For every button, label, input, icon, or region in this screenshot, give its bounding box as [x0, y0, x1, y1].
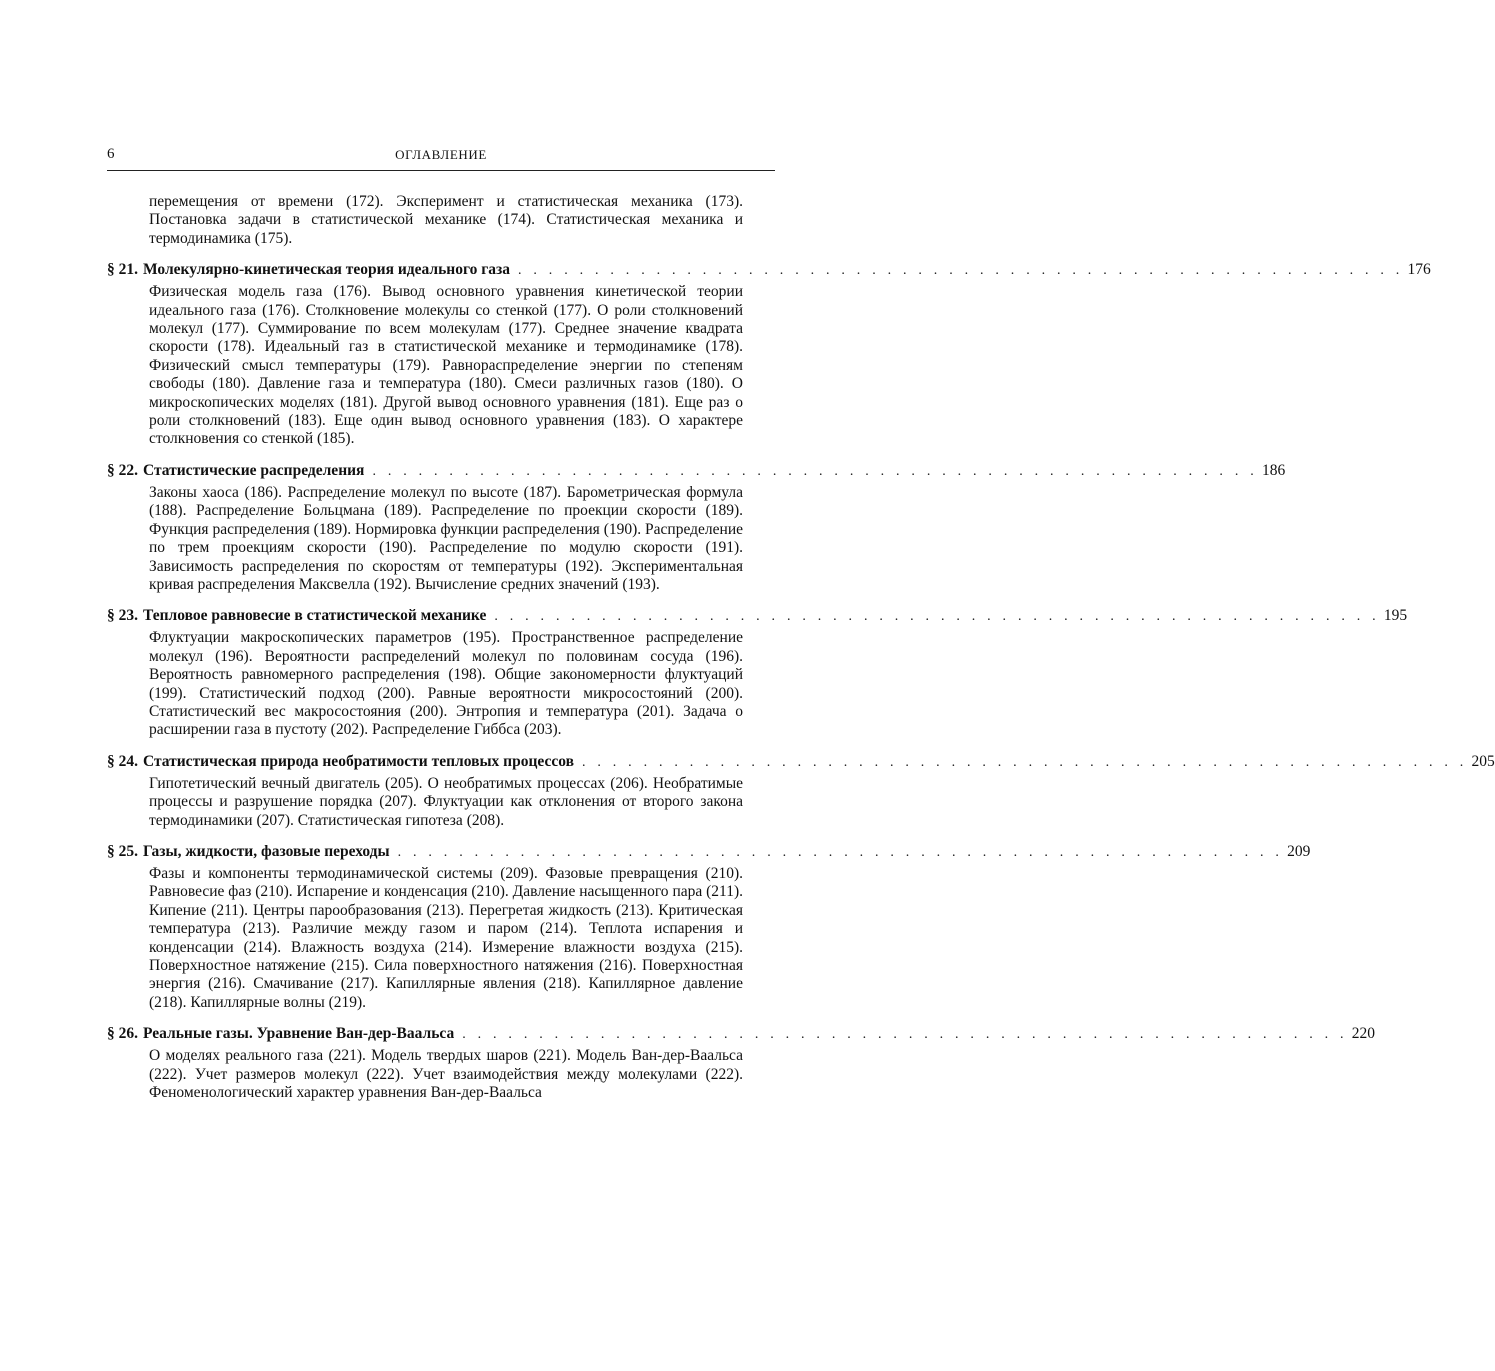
toc-entry-header[interactable] — [107, 842, 1311, 862]
toc-section-22 — [107, 461, 1286, 594]
toc-section-24 — [107, 752, 1495, 830]
section-page: 209 — [1287, 842, 1311, 860]
section-title: Статистические распределения — [143, 461, 365, 479]
section-description: Физическая модель газа (176). Вывод основного уравнения кинетической теории идеального газа (176). Столкновение молекулы со стенкой (177). О роли столкновений молекул (177). Суммирование по всем молекулам (177). Среднее значение квадрата скорости (178). Идеальный газ в статистической механике и термодинамике (178). Физический смысл температуры (179). Равнораспределение энергии по степеням свободы (180). Давление газа и температура (180). Смеси различных газов (180). О микроскопических моделях (181). Другой вывод основного уравнения (181). Еще раз о роли столкновений (183). Еще один вывод основного уравнения (183). О характере столкновения со стенкой (185). — [149, 283, 743, 448]
dot-leader: . . . . . . . . . . . . . . . . . . . . . . . . . . . . . . . . . . . . . . . . . . . . . . . . . . . . . . . . . . — [397, 844, 1284, 860]
toc-section-26 — [107, 1024, 1375, 1102]
continuation-text: перемещения от времени (172). Эксперимент и статистическая механика (173). Постановка задачи в статистической механике (174). Статистическая механика и термодинамика (175). — [149, 193, 743, 247]
dot-leader: . . . . . . . . . . . . . . . . . . . . . . . . . . . . . . . . . . . . . . . . . . . . . . . . . . . . . . . . . . — [372, 463, 1258, 479]
section-number: § 21. — [107, 261, 138, 279]
dot-leader: . . . . . . . . . . . . . . . . . . . . . . . . . . . . . . . . . . . . . . . . . . . . . . . . . . . . . . . . . . — [581, 754, 1468, 770]
section-page: 176 — [1407, 261, 1431, 279]
section-number: § 22. — [107, 461, 138, 479]
section-description: Флуктуации макроскопических параметров (195). Пространственное распределение молекул (196). Вероятности распределений молекул по половинам сосуда (196). Вероятность равномерного распределения (198). Общие закономерности флуктуаций (199). Статистический подход (200). Равные вероятности микросостояний (200). Статистический вес макросостояния (200). Энтропия и температура (201). Задача о расширении газа в пустоту (202). Распределение Гиббса (203). — [149, 629, 743, 739]
section-page: 186 — [1261, 461, 1286, 479]
section-page: 220 — [1351, 1025, 1375, 1043]
section-number: § 26. — [107, 1025, 138, 1043]
dot-leader: . . . . . . . . . . . . . . . . . . . . . . . . . . . . . . . . . . . . . . . . . . . . . . . . . . . . . . . . . . — [518, 263, 1404, 279]
running-title: ОГЛАВЛЕНИЕ — [395, 147, 487, 162]
toc-entry-header[interactable] — [107, 1024, 1375, 1044]
section-title: Статистическая природа необратимости тепловых процессов — [143, 752, 574, 770]
section-title: Молекулярно-кинетическая теория идеального газа — [143, 261, 510, 279]
toc-entry-header[interactable] — [107, 260, 1431, 280]
page-number: 6 — [107, 146, 115, 162]
section-description: Гипотетический вечный двигатель (205). О необратимых процессах (206). Необратимые процессы и разрушение порядка (207). Флуктуации как отклонения от второго закона термодинамики (207). Статистическая гипотеза (208). — [149, 774, 743, 829]
section-description: Фазы и компоненты термодинамической системы (209). Фазовые превращения (210). Равновесие фаз (210). Испарение и конденсация (210). Давление насыщенного пара (211). Кипение (211). Центры парообразования (213). Перегретая жидкость (213). Критическая температура (213). Различие между газом и паром (214). Теплота испарения и конденсации (214). Влажность воздуха (214). Измерение влажности воздуха (215). Поверхностное натяжение (215). Сила поверхностного натяжения (216). Поверхностная энергия (216). Смачивание (217). Капиллярные явления (218). Капиллярное давление (218). Капиллярные волны (219). — [149, 864, 743, 1011]
section-title: Тепловое равновесие в статистической механике — [143, 607, 487, 625]
toc-entry-header[interactable] — [107, 606, 1408, 626]
section-number: § 23. — [107, 607, 138, 625]
section-description: Законы хаоса (186). Распределение молекул по высоте (187). Барометрическая формула (188). Распределение Больцмана (189). Распределение по проекции скорости (189). Функция распределения (189). Нормировка функции распределения (190). Распределение по трем проекциям скорости (190). Распределение по модулю скорости (191). Зависимость распределения по скоростям от температуры (192). Экспериментальная кривая распределения Максвелла (192). Вычисление средних значений (193). — [149, 483, 743, 593]
section-number: § 24. — [107, 752, 138, 770]
section-page: 205 — [1471, 752, 1495, 770]
dot-leader: . . . . . . . . . . . . . . . . . . . . . . . . . . . . . . . . . . . . . . . . . . . . . . . . . . . . . . . . . . — [462, 1027, 1348, 1043]
page-header — [107, 144, 775, 171]
toc-entry-header[interactable] — [107, 752, 1495, 772]
toc-section-21 — [107, 260, 1431, 449]
toc-section-23 — [107, 606, 1408, 739]
toc-content — [107, 193, 1495, 1102]
section-title: Газы, жидкости, фазовые переходы — [143, 842, 390, 860]
toc-entry-header[interactable] — [107, 461, 1286, 481]
dot-leader: . . . . . . . . . . . . . . . . . . . . . . . . . . . . . . . . . . . . . . . . . . . . . . . . . . . . . . . . . . — [494, 609, 1380, 625]
section-description: О моделях реального газа (221). Модель твердых шаров (221). Модель Ван-дер-Ваальса (222). Учет размеров молекул (222). Учет взаимодействия между молекулами (222). Феноменологический характер уравнения Ван-дер-Ваальса — [149, 1047, 743, 1102]
toc-section-25 — [107, 842, 1311, 1012]
section-title: Реальные газы. Уравнение Ван-дер-Ваальса — [143, 1025, 455, 1043]
section-number: § 25. — [107, 842, 138, 860]
section-page: 195 — [1383, 607, 1408, 625]
